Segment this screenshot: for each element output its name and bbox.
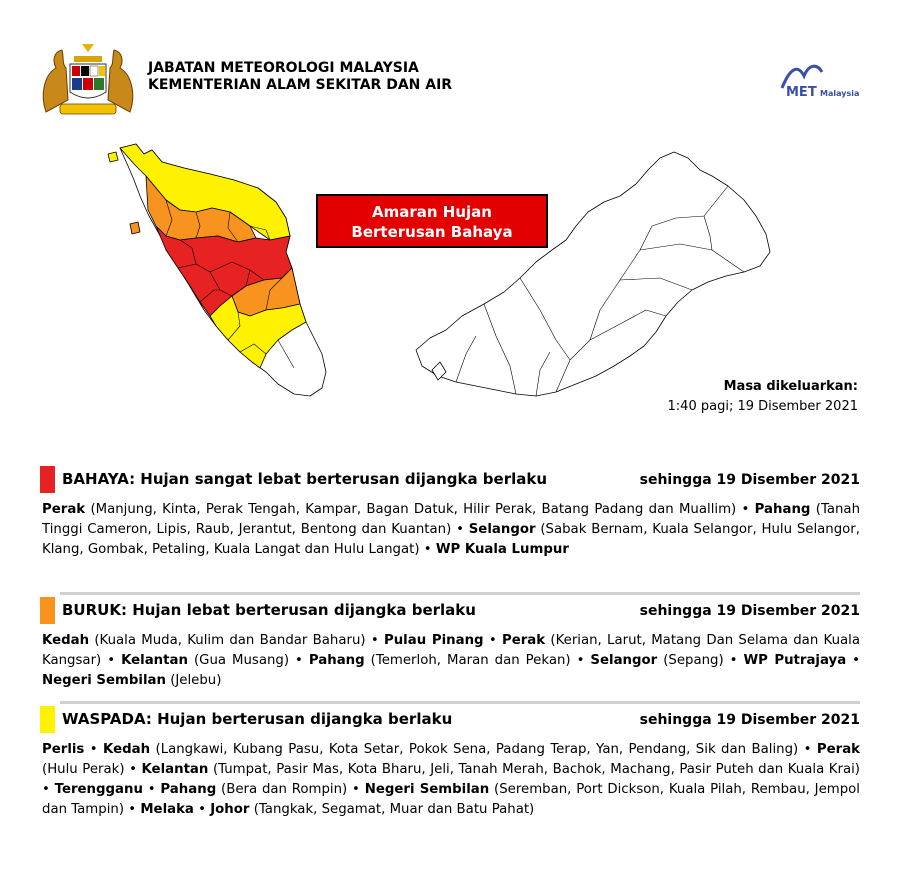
waspada-color-swatch	[40, 706, 55, 733]
area-state-name: Perak	[816, 742, 861, 757]
area-districts: (Tumpat, Pasir Mas, Kota Bharu, Jeli, Tanah Merah, Bachok, Machang, Pasir Puteh dan Kuala Krai)	[212, 762, 860, 777]
area-state-name: Selangor	[590, 653, 658, 668]
section-waspada-header	[40, 706, 860, 734]
warning-label-line-2: Berterusan Bahaya	[351, 223, 513, 241]
section-buruk-areas: Kedah (Kuala Muda, Kulim dan Bandar Baharu) • Pulau Pinang • Perak (Kerian, Larut, Matang Dan Selama dan Kuala Kangsar) • Kelantan (Gua Musang) • Pahang (Temerloh, Maran dan Pekan) • Selangor (Sepang) • WP Putrajaya • Negeri Sembilan (Jelebu)	[42, 633, 861, 688]
peninsular-malaysia	[108, 144, 326, 396]
section-buruk-until: sehingga 19 Disember 2021	[639, 603, 860, 619]
section-buruk	[40, 597, 860, 691]
agency-line-2: KEMENTERIAN ALAM SEKITAR DAN AIR	[148, 77, 453, 93]
warning-label-line-1: Amaran Hujan	[372, 203, 492, 221]
section-bahaya-areas: Perak (Manjung, Kinta, Perak Tengah, Kampar, Bagan Datuk, Hilir Perak, Batang Padang dan Muallim) • Pahang (Tanah Tinggi Cameron, Lipis, Raub, Jerantut, Bentong dan Kuantan) • Selangor (Sabak Bernam, Kuala Selangor, Hulu Selangor, Klang, Gombak, Petaling, Kuala Langat dan Hulu Langat) • WP Kuala Lumpur	[42, 502, 861, 557]
area-districts: (Sepang)	[663, 653, 724, 668]
area-state-name: WP Kuala Lumpur	[435, 542, 569, 557]
section-bahaya-until: sehingga 19 Disember 2021	[639, 472, 860, 488]
area-state-name: Perak	[42, 502, 86, 517]
warning-type-label	[316, 194, 548, 248]
area-districts: (Bera dan Rompin)	[221, 782, 348, 797]
sabah-sarawak	[416, 152, 770, 396]
area-state-name: Pahang	[308, 653, 365, 668]
area-state-name: Negeri Sembilan	[364, 782, 490, 797]
area-districts: (Hulu Perak)	[42, 762, 125, 777]
area-districts: (Kerian, Larut, Matang Dan Selama dan Kuala Kangsar)	[42, 633, 861, 668]
area-districts: (Temerloh, Maran dan Pekan)	[370, 653, 571, 668]
issued-time-label: Masa dikeluarkan:	[723, 379, 858, 394]
section-waspada-until: sehingga 19 Disember 2021	[639, 712, 860, 728]
logo-text-malaysia: Malaysia	[820, 89, 860, 98]
area-districts: (Tangkak, Segamat, Muar dan Batu Pahat)	[253, 802, 535, 817]
area-districts: (Kuala Muda, Kulim dan Bandar Baharu)	[94, 633, 366, 648]
agency-name	[148, 60, 452, 94]
header	[0, 0, 900, 140]
section-divider	[60, 592, 860, 595]
area-state-name: Melaka	[140, 802, 194, 817]
area-state-name: Perlis	[42, 742, 85, 757]
area-state-name: Pahang	[160, 782, 217, 797]
area-state-name: Kedah	[103, 742, 151, 757]
agency-line-1: JABATAN METEOROLOGI MALAYSIA	[148, 60, 419, 76]
area-state-name: Kedah	[42, 633, 90, 648]
area-state-name: Terengganu	[54, 782, 143, 797]
section-buruk-title: BURUK: Hujan lebat berterusan dijangka berlaku	[62, 601, 476, 619]
section-bahaya-title: BAHAYA: Hujan sangat lebat berterusan dijangka berlaku	[62, 470, 548, 488]
area-districts: (Jelebu)	[170, 673, 222, 688]
area-districts: (Langkawi, Kubang Pasu, Kota Setar, Pokok Sena, Padang Terap, Yan, Pendang, Sik dan Baling)	[155, 742, 799, 757]
area-districts: (Manjung, Kinta, Perak Tengah, Kampar, Bagan Datuk, Hilir Perak, Batang Padang dan Muallim)	[90, 502, 737, 517]
section-divider	[60, 701, 860, 704]
area-state-name: Kelantan	[121, 653, 188, 668]
area-districts: (Gua Musang)	[193, 653, 290, 668]
area-state-name: WP Putrajaya	[743, 653, 847, 668]
area-state-name: Negeri Sembilan	[42, 673, 166, 688]
section-buruk-header	[40, 597, 860, 625]
section-waspada-title: WASPADA: Hujan berterusan dijangka berlaku	[62, 710, 453, 728]
area-districts: (Sabak Bernam, Kuala Selangor, Hulu Selangor, Klang, Gombak, Petaling, Kuala Langat dan Hulu Langat)	[42, 522, 860, 557]
area-state-name: Pahang	[754, 502, 811, 517]
issued-time	[668, 377, 858, 417]
bahaya-color-swatch	[40, 466, 55, 493]
area-state-name: Pulau Pinang	[383, 633, 484, 648]
issued-time-value: 1:40 pagi; 19 Disember 2021	[667, 399, 858, 414]
area-state-name: Selangor	[468, 522, 536, 537]
logo-text-met: MET	[786, 85, 817, 100]
section-bahaya	[40, 466, 860, 560]
area-districts: (Seremban, Port Dickson, Kuala Pilah, Rembau, Jempol dan Tampin)	[42, 782, 860, 817]
area-state-name: Johor	[210, 802, 250, 817]
area-state-name: Perak	[501, 633, 546, 648]
section-waspada-areas: Perlis • Kedah (Langkawi, Kubang Pasu, Kota Setar, Pokok Sena, Padang Terap, Yan, Pendang, Sik dan Baling) • Perak (Hulu Perak) • Kelantan (Tumpat, Pasir Mas, Kota Bharu, Jeli, Tanah Merah, Bachok, Machang, Pasir Puteh dan Kuala Krai) • Terengganu • Pahang (Bera dan Rompin) • Negeri Sembilan (Seremban, Port Dickson, Kuala Pilah, Rembau, Jempol dan Tampin) • Melaka • Johor (Tangkak, Segamat, Muar dan Batu Pahat)	[42, 742, 861, 817]
met-malaysia-logo	[768, 58, 868, 100]
buruk-color-swatch	[40, 597, 55, 624]
area-state-name: Kelantan	[141, 762, 209, 777]
malaysia-coat-of-arms-icon	[38, 40, 138, 120]
section-waspada	[40, 706, 860, 820]
area-districts: (Tanah Tinggi Cameron, Lipis, Raub, Jerantut, Bentong dan Kuantan)	[42, 502, 861, 537]
section-bahaya-header	[40, 466, 860, 494]
